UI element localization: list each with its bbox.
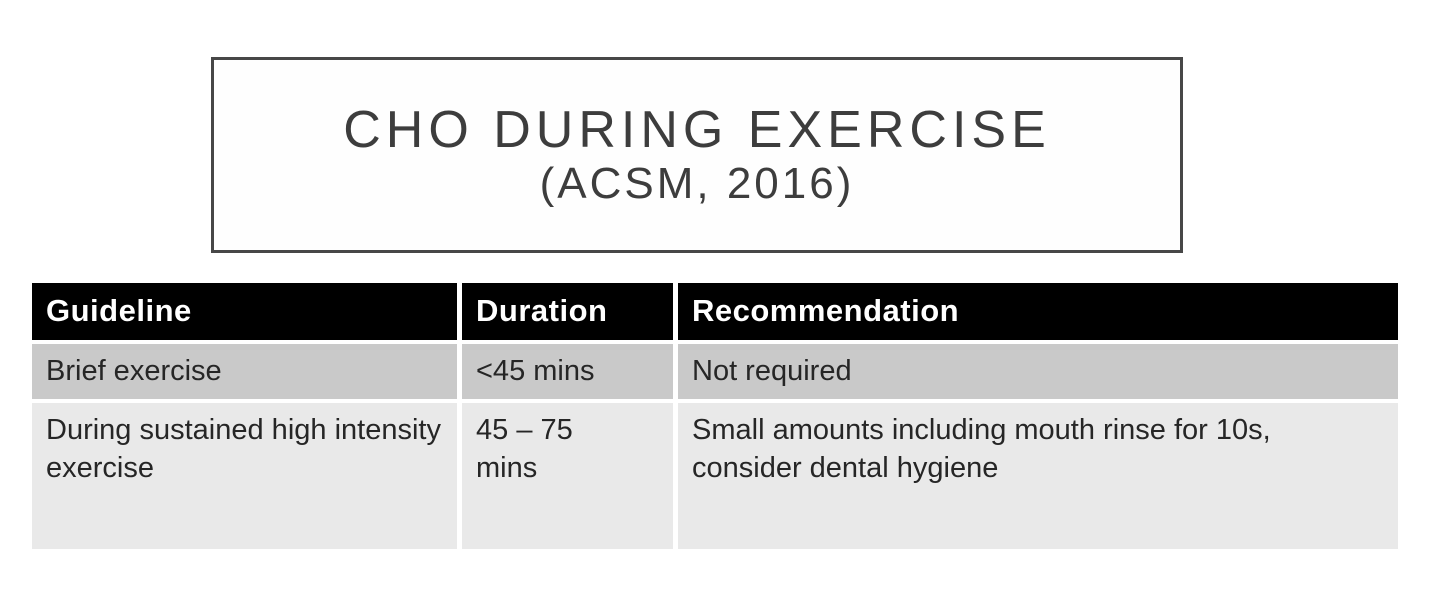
slide-subtitle: (ACSM, 2016) [539,158,855,208]
title-box [211,57,1183,253]
table-row-1-duration: <45 mins [462,344,673,399]
table-row-2-duration: 45 – 75 mins [462,403,673,549]
table-row-2-guideline: During sustained high intensity exercise [32,403,457,549]
table-row-1-recommendation: Not required [678,344,1398,399]
column-header-duration: Duration [462,283,673,340]
table-row-2-recommendation: Small amounts including mouth rinse for 10s, consider dental hygiene [678,403,1398,549]
column-header-recommendation: Recommendation [678,283,1398,340]
column-header-guideline: Guideline [32,283,457,340]
guidelines-table [32,283,1398,549]
table-row-1-guideline: Brief exercise [32,344,457,399]
slide-title: CHO DURING EXERCISE [343,100,1051,159]
